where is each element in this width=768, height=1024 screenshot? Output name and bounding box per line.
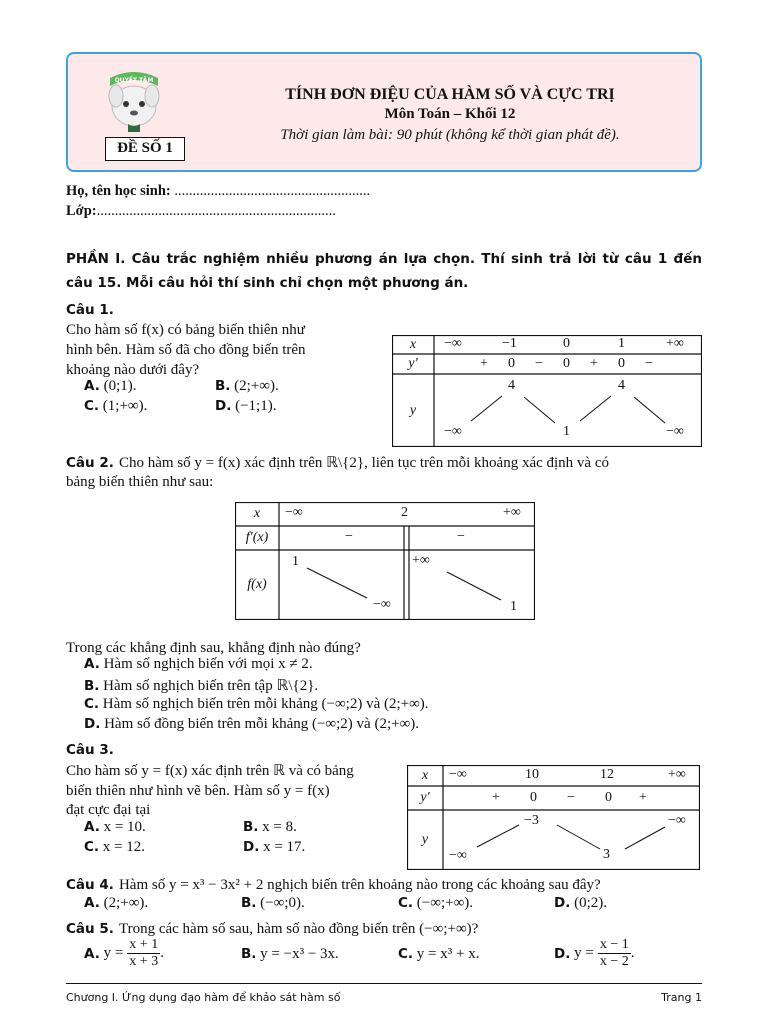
q3-x-val: 12 (600, 767, 614, 782)
q3-line2: biến thiên như hình vẽ bên. Hàm số y = f(x) (66, 783, 330, 799)
q4-option-a[interactable]: A. (2;+∞). (84, 895, 149, 911)
q5-d-numerator: x − 1 (599, 937, 629, 952)
q3-option-d[interactable]: D. x = 17. (243, 839, 306, 855)
q2-option-c[interactable]: C. Hàm số nghịch biến trên mỗi khảng (−∞;2) và (2;+∞). (84, 696, 429, 712)
q4-option-d[interactable]: D. (0;2). (554, 895, 608, 911)
q5-a-numerator: x + 1 (129, 937, 159, 952)
q1-sign: 0 (618, 356, 625, 371)
q2-line1-wrap (66, 452, 609, 473)
q1-y-val: 1 (563, 424, 570, 439)
q2-variation-table (235, 502, 535, 620)
name-label: Họ, tên học sinh: (66, 183, 171, 199)
q5-option-d[interactable]: D. y = $\frac{x - 1}{x - 2}$ . (554, 937, 635, 969)
q1-sign: + (590, 356, 598, 371)
q1-y-val: −∞ (666, 424, 684, 439)
q1-x-val: 0 (563, 336, 570, 351)
q2-x-val: +∞ (503, 505, 521, 520)
footer-rule (66, 983, 702, 984)
mascot-logo (102, 62, 166, 134)
q5-d-denominator: x − 2 (599, 954, 629, 969)
q1-sign: − (645, 356, 653, 371)
q3-x-val: 10 (525, 767, 539, 782)
q2-option-a[interactable]: A. Hàm số nghịch biến với mọi x ≠ 2. (84, 656, 313, 672)
q4-label: Câu 4. (66, 877, 114, 893)
q4-line (66, 874, 601, 895)
q1-variation-table (392, 335, 702, 447)
q2-x-val: 2 (401, 505, 408, 520)
q3-option-b[interactable]: B. x = 8. (243, 819, 297, 835)
q3-sign: 0 (530, 790, 537, 805)
page-title: TÍNH ĐƠN ĐIỆU CỦA HÀM SỐ VÀ CỰC TRỊ (285, 86, 615, 103)
q3-y-val: −3 (524, 813, 539, 828)
q2-row-f-label: f(x) (247, 577, 267, 592)
q5-label: Câu 5. (66, 921, 114, 937)
q2-label: Câu 2. (66, 455, 114, 471)
q3-option-c[interactable]: C. x = 12. (84, 839, 146, 855)
q1-y-val: 4 (508, 378, 515, 393)
q1-sign: + (480, 356, 488, 371)
q2-f-val: 1 (292, 554, 299, 569)
q2-line2: bảng biến thiên như sau: (66, 474, 214, 490)
q3-y-val: 3 (603, 847, 610, 862)
mascot-banner: QUYẾT TÂM (114, 77, 154, 84)
section-instruction: PHẦN I. Câu trắc nghiệm nhiều phương án lựa chọn. Thí sinh trả lời từ câu 1 đến câu 15. Mỗi câu hỏi thí sinh chỉ chọn một phương án. (66, 251, 702, 291)
q3-row-y-label: y (421, 832, 429, 847)
q1-x-val: +∞ (666, 336, 684, 351)
q2-option-d[interactable]: D. Hàm số đồng biến trên mỗi khảng (−∞;2) và (2;+∞). (84, 716, 420, 732)
q2-f-val: −∞ (373, 597, 391, 612)
q1-arrow-3 (580, 396, 611, 421)
q2-sign: − (345, 529, 353, 544)
q1-option-b[interactable]: B. (2;+∞). (215, 378, 279, 394)
q3-sign: 0 (605, 790, 612, 805)
q2-row-x-label: x (253, 506, 261, 521)
q1-row-x-label: x (409, 337, 417, 352)
q2-arrow-1 (307, 568, 367, 598)
q1-arrow-1 (471, 396, 502, 421)
q1-sign: − (535, 356, 543, 371)
q3-line3: đạt cực đại tại (66, 802, 151, 818)
exam-number-badge: ĐỀ SỐ 1 (105, 137, 185, 161)
q1-row-yp-label: y′ (408, 356, 418, 371)
q3-variation-table (407, 765, 700, 870)
q3-sign: − (567, 790, 575, 805)
q2-sign: − (457, 529, 465, 544)
name-dots: ...................................................... (174, 183, 371, 199)
q3-arrow-2 (557, 825, 600, 849)
q5-text: Trong các hàm số sau, hàm số nào đồng biến trên (−∞;+∞)? (118, 921, 479, 937)
q3-line1: Cho hàm số y = f(x) xác định trên ℝ và có bảng (66, 763, 354, 779)
q1-x-val: −∞ (444, 336, 462, 351)
q4-option-c[interactable]: C. (−∞;+∞). (398, 895, 474, 911)
q2-f-val: +∞ (412, 553, 430, 568)
q4-option-b[interactable]: B. (−∞;0). (241, 895, 305, 911)
q3-arrow-1 (477, 825, 519, 847)
q2-arrow-2 (447, 572, 501, 600)
subject-line: Môn Toán – Khối 12 (384, 106, 516, 122)
q3-x-val: −∞ (449, 767, 467, 782)
q1-y-val: 4 (618, 378, 625, 393)
time-line: Thời gian làm bài: 90 phút (không kể thời gian phát đề). (280, 127, 620, 143)
q3-arrow-3 (625, 827, 665, 849)
q4-text: Hàm số y = x³ − 3x² + 2 nghịch biến trên khoảng nào trong các khoảng sau đây? (118, 877, 601, 893)
class-label: Lớp: (66, 203, 97, 219)
q1-y-val: −∞ (444, 424, 462, 439)
q1-option-a[interactable]: A. (0;1). (84, 378, 137, 394)
q1-line1: Cho hàm số f(x) có bảng biến thiên như (66, 322, 305, 338)
q1-sign: 0 (508, 356, 515, 371)
q3-label: Câu 3. (66, 742, 114, 758)
q3-sign: + (639, 790, 647, 805)
q3-row-x-label: x (421, 768, 429, 783)
q1-line2: hình bên. Hàm số đã cho đồng biến trên (66, 342, 306, 358)
q2-x-val: −∞ (285, 505, 303, 520)
q2-line1: Cho hàm số y = f(x) xác định trên ℝ\{2}, liên tục trên mỗi khoảng xác định và có (118, 455, 609, 471)
q1-option-d[interactable]: D. (−1;1). (215, 398, 277, 414)
q1-x-val: −1 (502, 336, 517, 351)
q2-option-b[interactable]: B. Hàm số nghịch biến trên tập ℝ\{2}. (84, 678, 319, 694)
q5-line (66, 918, 478, 939)
q2-f-val: 1 (510, 599, 517, 614)
class-dots: .................................................................. (96, 203, 336, 219)
q2-question: Trong các khẳng định sau, khẳng định nào đúng? (66, 640, 361, 656)
q1-x-val: 1 (618, 336, 625, 351)
q3-y-val: −∞ (668, 813, 686, 828)
q3-sign: + (492, 790, 500, 805)
q1-sign: 0 (563, 356, 570, 371)
q3-row-yp-label: y′ (420, 790, 430, 805)
q1-line3: khoảng nào dưới đây? (66, 362, 200, 378)
q3-x-val: +∞ (668, 767, 686, 782)
q1-label: Câu 1. (66, 302, 114, 318)
q1-row-y-label: y (409, 403, 417, 418)
q3-option-a[interactable]: A. x = 10. (84, 819, 146, 835)
footer-chapter: Chương I. Ứng dụng đạo hàm để khảo sát hàm số (66, 991, 341, 1004)
student-name-line (66, 183, 370, 200)
q3-y-val: −∞ (449, 848, 467, 863)
q1-arrow-4 (634, 397, 665, 423)
q1-arrow-2 (524, 397, 555, 423)
student-class-line (66, 203, 336, 220)
q1-option-c[interactable]: C. (1;+∞). (84, 398, 148, 414)
q5-option-c[interactable]: C. y = x³ + x. (398, 946, 480, 962)
q5-option-b[interactable]: B. y = −x³ − 3x. (241, 946, 339, 962)
q5-option-a[interactable]: A. y = $\frac{x + 1}{x + 3}$ . (84, 937, 164, 969)
q5-a-denominator: x + 3 (129, 954, 159, 969)
q2-row-fp-label: f′(x) (245, 530, 269, 545)
footer-page-number: Trang 1 (661, 991, 702, 1004)
